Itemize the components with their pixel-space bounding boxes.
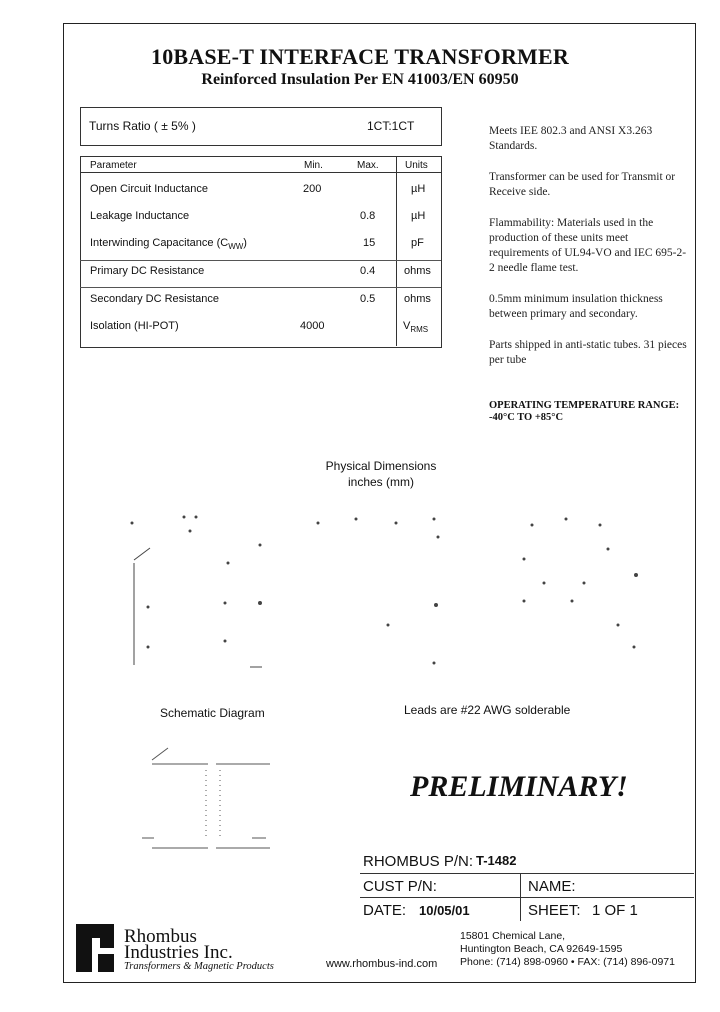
company-website: www.rhombus-ind.com bbox=[326, 958, 438, 970]
operating-temp-label: OPERATING TEMPERATURE RANGE: bbox=[489, 400, 680, 411]
dimension-mark bbox=[189, 530, 191, 532]
title-block-divider bbox=[360, 873, 694, 874]
dimension-mark bbox=[523, 558, 525, 560]
schematic-diagram bbox=[140, 738, 275, 858]
spec-unit: µH bbox=[411, 210, 426, 222]
spec-param bbox=[90, 237, 247, 251]
spec-max: 15 bbox=[363, 237, 376, 249]
date-value: 10/05/01 bbox=[419, 903, 470, 918]
spec-units-divider bbox=[396, 156, 397, 346]
physical-title-text: Physical Dimensions bbox=[325, 459, 437, 473]
leads-note: Leads are #22 AWG solderable bbox=[404, 703, 571, 717]
company-address-line1: 15801 Chemical Lane, bbox=[460, 930, 566, 942]
title-block-vertical-divider bbox=[520, 873, 521, 921]
turns-ratio-label: Turns Ratio ( ± 5% ) bbox=[89, 119, 196, 133]
sheet-label: SHEET: bbox=[528, 902, 581, 919]
dimension-mark bbox=[617, 624, 619, 626]
spec-param: Primary DC Resistance bbox=[90, 265, 205, 277]
cust-pn-label: CUST P/N: bbox=[363, 878, 437, 895]
turns-ratio-value: 1CT:1CT bbox=[367, 119, 415, 133]
company-address-line2: Huntington Beach, CA 92649-1595 bbox=[460, 943, 623, 955]
spec-unit: µH bbox=[411, 183, 426, 195]
dimension-mark bbox=[147, 646, 149, 648]
schematic-title: Schematic Diagram bbox=[160, 706, 265, 720]
spec-unit: pF bbox=[411, 237, 424, 249]
rhombus-pn-label: RHOMBUS P/N: bbox=[363, 853, 474, 870]
spec-param: Secondary DC Resistance bbox=[90, 293, 220, 305]
physical-units-text: inches (mm) bbox=[347, 475, 414, 489]
dimension-mark bbox=[437, 536, 439, 538]
dimension-mark bbox=[147, 606, 149, 608]
spec-header-max: Max. bbox=[357, 160, 379, 171]
note-standards: Meets IEE 802.3 and ANSI X3.263 Standards. bbox=[489, 125, 653, 152]
spec-header-parameter: Parameter bbox=[90, 160, 137, 171]
page-subtitle: Reinforced Insulation Per EN 41003/EN 60950 bbox=[201, 71, 519, 88]
spec-header-divider bbox=[80, 172, 441, 173]
dimension-mark bbox=[224, 602, 226, 604]
dimension-mark bbox=[523, 600, 525, 602]
dimension-mark bbox=[355, 518, 357, 520]
physical-dimensions-title bbox=[318, 458, 444, 490]
note-shipping: Parts shipped in anti-static tubes. 31 pieces per tube bbox=[489, 339, 687, 366]
note-transmit-receive: Transformer can be used for Transmit or Receive side. bbox=[489, 171, 676, 198]
spec-header-min: Min. bbox=[304, 160, 323, 171]
spec-param-text: Interwinding Capacitance (C bbox=[90, 237, 229, 249]
company-name-line2: Industries Inc. bbox=[124, 942, 233, 963]
dimension-mark bbox=[635, 574, 638, 577]
spec-param: Isolation (HI-POT) bbox=[90, 320, 179, 332]
spec-unit: ohms bbox=[404, 293, 431, 305]
note-insulation: 0.5mm minimum insulation thickness between primary and secondary. bbox=[489, 293, 663, 320]
dimension-mark bbox=[227, 562, 229, 564]
spec-param-close: ) bbox=[243, 237, 247, 249]
dimension-mark bbox=[224, 640, 226, 642]
dimension-mark bbox=[395, 522, 397, 524]
spec-param: Open Circuit Inductance bbox=[90, 183, 209, 195]
dimension-mark bbox=[259, 544, 261, 546]
spec-max: 0.8 bbox=[360, 210, 376, 222]
spec-unit-subscript: RMS bbox=[410, 325, 429, 335]
date-label: DATE: bbox=[363, 902, 407, 919]
company-phone: Phone: (714) 898-0960 • FAX: (714) 896-0971 bbox=[460, 956, 675, 968]
spec-row-divider bbox=[80, 287, 441, 288]
dimension-mark bbox=[317, 522, 319, 524]
spec-row-divider bbox=[80, 260, 441, 261]
company-tagline: Transformers & Magnetic Products bbox=[124, 961, 274, 972]
name-label: NAME: bbox=[528, 878, 576, 895]
dimension-mark bbox=[433, 518, 435, 520]
dimension-mark bbox=[259, 602, 262, 605]
spec-unit: ohms bbox=[404, 265, 431, 277]
page-title: 10BASE-T INTERFACE TRANSFORMER bbox=[151, 44, 569, 69]
dimension-mark bbox=[633, 646, 635, 648]
dimension-mark bbox=[607, 548, 609, 550]
schematic-lead bbox=[152, 748, 168, 760]
dimension-mark bbox=[583, 582, 585, 584]
dimension-mark bbox=[387, 624, 389, 626]
dimension-mark bbox=[531, 524, 533, 526]
dimension-leader bbox=[134, 548, 150, 560]
dimension-mark bbox=[571, 600, 573, 602]
dimension-mark bbox=[195, 516, 197, 518]
dimension-mark bbox=[543, 582, 545, 584]
physical-dimension-drawings bbox=[120, 505, 660, 675]
spec-unit bbox=[403, 320, 428, 334]
sheet-value: 1 OF 1 bbox=[592, 902, 638, 919]
spec-param: Leakage Inductance bbox=[90, 210, 190, 222]
dimension-mark bbox=[565, 518, 567, 520]
spec-min: 200 bbox=[303, 183, 322, 195]
dimension-mark bbox=[599, 524, 601, 526]
note-flammability: Flammability: Materials used in the production of these units meet requirements of UL94-VO and IEC 695-2-2 needle flame test. bbox=[489, 217, 687, 274]
spec-max: 0.4 bbox=[360, 265, 376, 277]
dimension-mark bbox=[183, 516, 185, 518]
operating-temp-value: -40°C TO +85°C bbox=[489, 412, 564, 423]
spec-unit-text: V bbox=[403, 320, 411, 332]
rhombus-logo-icon bbox=[76, 924, 122, 972]
dimension-mark bbox=[131, 522, 133, 524]
company-name-line1: Rhombus bbox=[124, 926, 197, 947]
dimension-mark bbox=[433, 662, 435, 664]
title-block-divider bbox=[360, 897, 694, 898]
dimension-mark bbox=[435, 604, 438, 607]
preliminary-stamp: PRELIMINARY! bbox=[410, 770, 628, 803]
spec-max: 0.5 bbox=[360, 293, 376, 305]
spec-header-units: Units bbox=[405, 160, 428, 171]
rhombus-pn-value: T-1482 bbox=[476, 853, 517, 868]
spec-min: 4000 bbox=[300, 320, 325, 332]
spec-param-subscript: WW bbox=[228, 242, 244, 252]
